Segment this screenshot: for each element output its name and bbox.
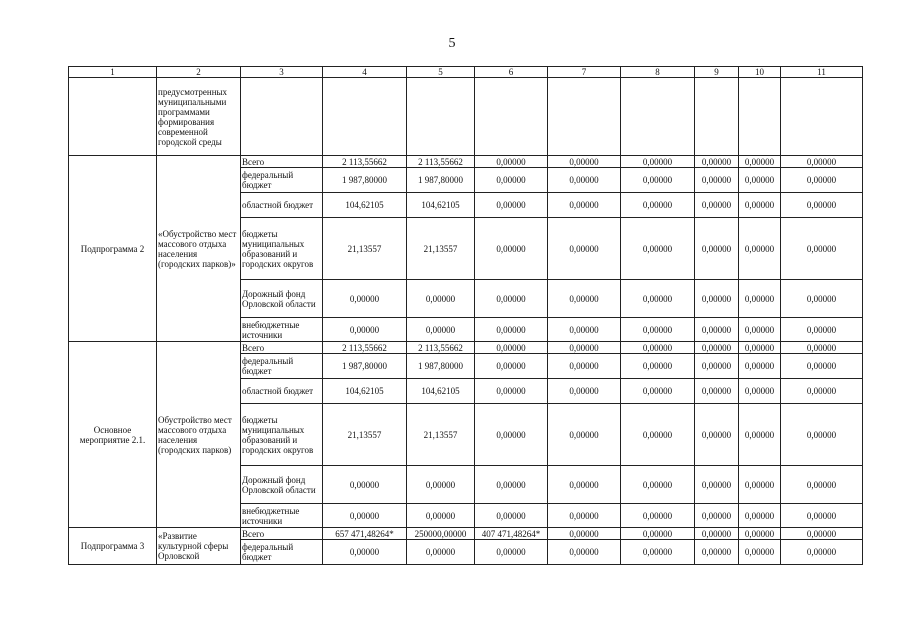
- funding-source: Всего: [241, 528, 323, 540]
- empty-cell: [739, 78, 781, 156]
- funding-value: 0,00000: [548, 168, 621, 193]
- column-number-row: [69, 67, 863, 78]
- empty-cell: [69, 78, 157, 156]
- empty-cell: [241, 78, 323, 156]
- funding-value: 0,00000: [781, 466, 863, 504]
- funding-value: 0,00000: [781, 528, 863, 540]
- funding-value: 104,62105: [407, 193, 475, 218]
- funding-value: 1 987,80000: [323, 354, 407, 379]
- funding-value: 1 987,80000: [407, 354, 475, 379]
- funding-value: 0,00000: [739, 193, 781, 218]
- funding-source: областной бюджет: [241, 379, 323, 404]
- funding-value: 0,00000: [695, 528, 739, 540]
- program-label: Подпрограмма 2: [69, 156, 157, 342]
- funding-value: 407 471,48264*: [475, 528, 548, 540]
- col-header: 2: [157, 67, 241, 78]
- funding-value: 0,00000: [781, 168, 863, 193]
- funding-value: 250000,00000: [407, 528, 475, 540]
- funding-value: 657 471,48264*: [323, 528, 407, 540]
- funding-value: 0,00000: [739, 218, 781, 280]
- funding-value: 0,00000: [739, 528, 781, 540]
- funding-value: 0,00000: [621, 318, 695, 342]
- funding-value: 0,00000: [475, 168, 548, 193]
- continuation-row: [69, 78, 863, 156]
- funding-value: 2 113,55662: [407, 342, 475, 354]
- program-name: «Развитие культурной сферы Орловской: [157, 528, 241, 565]
- funding-value: 0,00000: [695, 504, 739, 528]
- funding-value: 0,00000: [781, 318, 863, 342]
- funding-value: 0,00000: [475, 354, 548, 379]
- funding-row: [69, 342, 863, 354]
- funding-value: 0,00000: [695, 466, 739, 504]
- funding-source: Дорожный фонд Орловской области: [241, 466, 323, 504]
- funding-value: 0,00000: [323, 504, 407, 528]
- funding-value: 0,00000: [475, 504, 548, 528]
- funding-source: Всего: [241, 156, 323, 168]
- funding-value: 0,00000: [548, 540, 621, 565]
- funding-value: 0,00000: [695, 354, 739, 379]
- col-header: 6: [475, 67, 548, 78]
- funding-value: 0,00000: [475, 280, 548, 318]
- col-header: 9: [695, 67, 739, 78]
- funding-value: 2 113,55662: [323, 156, 407, 168]
- funding-value: 0,00000: [407, 504, 475, 528]
- col-header: 10: [739, 67, 781, 78]
- funding-value: 0,00000: [475, 466, 548, 504]
- program-label: Основное мероприятие 2.1.: [69, 342, 157, 528]
- funding-value: 0,00000: [621, 466, 695, 504]
- program-name: «Обустройство мест массового отдыха населения (городских парков)»: [157, 156, 241, 342]
- empty-cell: [323, 78, 407, 156]
- funding-value: 0,00000: [475, 156, 548, 168]
- funding-value: 0,00000: [739, 540, 781, 565]
- funding-value: 0,00000: [695, 318, 739, 342]
- funding-value: 0,00000: [739, 318, 781, 342]
- funding-value: 0,00000: [323, 540, 407, 565]
- funding-value: 0,00000: [695, 168, 739, 193]
- funding-value: 0,00000: [781, 218, 863, 280]
- col-header: 7: [548, 67, 621, 78]
- empty-cell: [548, 78, 621, 156]
- funding-value: 0,00000: [548, 156, 621, 168]
- col-header: 3: [241, 67, 323, 78]
- empty-cell: [407, 78, 475, 156]
- funding-value: 21,13557: [323, 218, 407, 280]
- funding-value: 104,62105: [323, 193, 407, 218]
- funding-value: 0,00000: [621, 280, 695, 318]
- empty-cell: [621, 78, 695, 156]
- funding-value: 0,00000: [548, 280, 621, 318]
- funding-value: 21,13557: [407, 218, 475, 280]
- funding-value: 0,00000: [548, 504, 621, 528]
- page-number: 5: [448, 36, 456, 51]
- funding-value: 0,00000: [781, 379, 863, 404]
- funding-source: бюджеты муниципальных образований и городских округов: [241, 404, 323, 466]
- funding-value: 2 113,55662: [407, 156, 475, 168]
- funding-value: 0,00000: [407, 280, 475, 318]
- funding-value: 0,00000: [781, 504, 863, 528]
- funding-value: 0,00000: [621, 193, 695, 218]
- col-header: 8: [621, 67, 695, 78]
- funding-source: внебюджетные источники: [241, 504, 323, 528]
- funding-value: 0,00000: [407, 540, 475, 565]
- funding-value: 0,00000: [548, 404, 621, 466]
- funding-source: федеральный бюджет: [241, 168, 323, 193]
- funding-value: 0,00000: [548, 528, 621, 540]
- funding-value: 0,00000: [621, 218, 695, 280]
- funding-value: 0,00000: [548, 379, 621, 404]
- funding-value: 0,00000: [781, 404, 863, 466]
- funding-value: 0,00000: [695, 156, 739, 168]
- col-header: 4: [323, 67, 407, 78]
- funding-source: областной бюджет: [241, 193, 323, 218]
- col-header: 11: [781, 67, 863, 78]
- funding-value: 0,00000: [781, 156, 863, 168]
- col-header: 5: [407, 67, 475, 78]
- funding-value: 0,00000: [621, 504, 695, 528]
- funding-value: 0,00000: [695, 193, 739, 218]
- funding-value: 0,00000: [621, 528, 695, 540]
- funding-value: 0,00000: [739, 466, 781, 504]
- funding-value: 0,00000: [621, 156, 695, 168]
- funding-value: 0,00000: [781, 342, 863, 354]
- funding-value: 0,00000: [407, 318, 475, 342]
- funding-value: 0,00000: [781, 354, 863, 379]
- funding-value: 0,00000: [695, 540, 739, 565]
- funding-value: 0,00000: [739, 168, 781, 193]
- funding-value: 0,00000: [548, 193, 621, 218]
- funding-value: 1 987,80000: [323, 168, 407, 193]
- col-header: 1: [69, 67, 157, 78]
- funding-value: 104,62105: [407, 379, 475, 404]
- funding-value: 0,00000: [621, 404, 695, 466]
- funding-value: 0,00000: [621, 540, 695, 565]
- funding-value: 0,00000: [548, 318, 621, 342]
- funding-value: 0,00000: [695, 218, 739, 280]
- funding-value: 0,00000: [323, 280, 407, 318]
- funding-value: 0,00000: [548, 354, 621, 379]
- program-label: Подпрограмма 3: [69, 528, 157, 565]
- funding-source: федеральный бюджет: [241, 354, 323, 379]
- funding-value: 21,13557: [407, 404, 475, 466]
- funding-value: 0,00000: [739, 156, 781, 168]
- funding-value: 0,00000: [475, 379, 548, 404]
- funding-value: 1 987,80000: [407, 168, 475, 193]
- funding-source: Всего: [241, 342, 323, 354]
- funding-table: [68, 66, 863, 565]
- funding-source: внебюджетные источники: [241, 318, 323, 342]
- funding-value: 0,00000: [739, 504, 781, 528]
- funding-value: 0,00000: [621, 168, 695, 193]
- funding-value: 0,00000: [739, 280, 781, 318]
- empty-cell: [475, 78, 548, 156]
- funding-value: 21,13557: [323, 404, 407, 466]
- funding-value: 0,00000: [475, 318, 548, 342]
- funding-value: 0,00000: [695, 342, 739, 354]
- empty-cell: [781, 78, 863, 156]
- funding-value: 0,00000: [781, 540, 863, 565]
- funding-value: 0,00000: [548, 342, 621, 354]
- funding-value: 0,00000: [695, 404, 739, 466]
- funding-value: 0,00000: [739, 404, 781, 466]
- funding-value: 104,62105: [323, 379, 407, 404]
- funding-value: 0,00000: [739, 354, 781, 379]
- funding-value: 0,00000: [621, 354, 695, 379]
- funding-value: 0,00000: [621, 342, 695, 354]
- funding-value: 0,00000: [475, 540, 548, 565]
- funding-source: федеральный бюджет: [241, 540, 323, 565]
- measure-name-continued: предусмотренных муниципальными программами формирования современной городской среды: [157, 78, 241, 156]
- funding-value: 0,00000: [475, 404, 548, 466]
- funding-value: 0,00000: [739, 342, 781, 354]
- funding-value: 0,00000: [475, 218, 548, 280]
- funding-value: 0,00000: [323, 466, 407, 504]
- funding-value: 0,00000: [475, 193, 548, 218]
- funding-value: 0,00000: [548, 466, 621, 504]
- funding-value: 0,00000: [781, 193, 863, 218]
- funding-value: 0,00000: [475, 342, 548, 354]
- funding-value: 2 113,55662: [323, 342, 407, 354]
- funding-value: 0,00000: [323, 318, 407, 342]
- funding-value: 0,00000: [621, 379, 695, 404]
- empty-cell: [695, 78, 739, 156]
- funding-value: 0,00000: [407, 466, 475, 504]
- funding-source: Дорожный фонд Орловской области: [241, 280, 323, 318]
- funding-row: [69, 156, 863, 168]
- funding-row: [69, 528, 863, 540]
- funding-source: бюджеты муниципальных образований и городских округов: [241, 218, 323, 280]
- funding-value: 0,00000: [695, 379, 739, 404]
- funding-value: 0,00000: [548, 218, 621, 280]
- program-name: Обустройство мест массового отдыха населения (городских парков): [157, 342, 241, 528]
- funding-value: 0,00000: [739, 379, 781, 404]
- funding-value: 0,00000: [695, 280, 739, 318]
- funding-value: 0,00000: [781, 280, 863, 318]
